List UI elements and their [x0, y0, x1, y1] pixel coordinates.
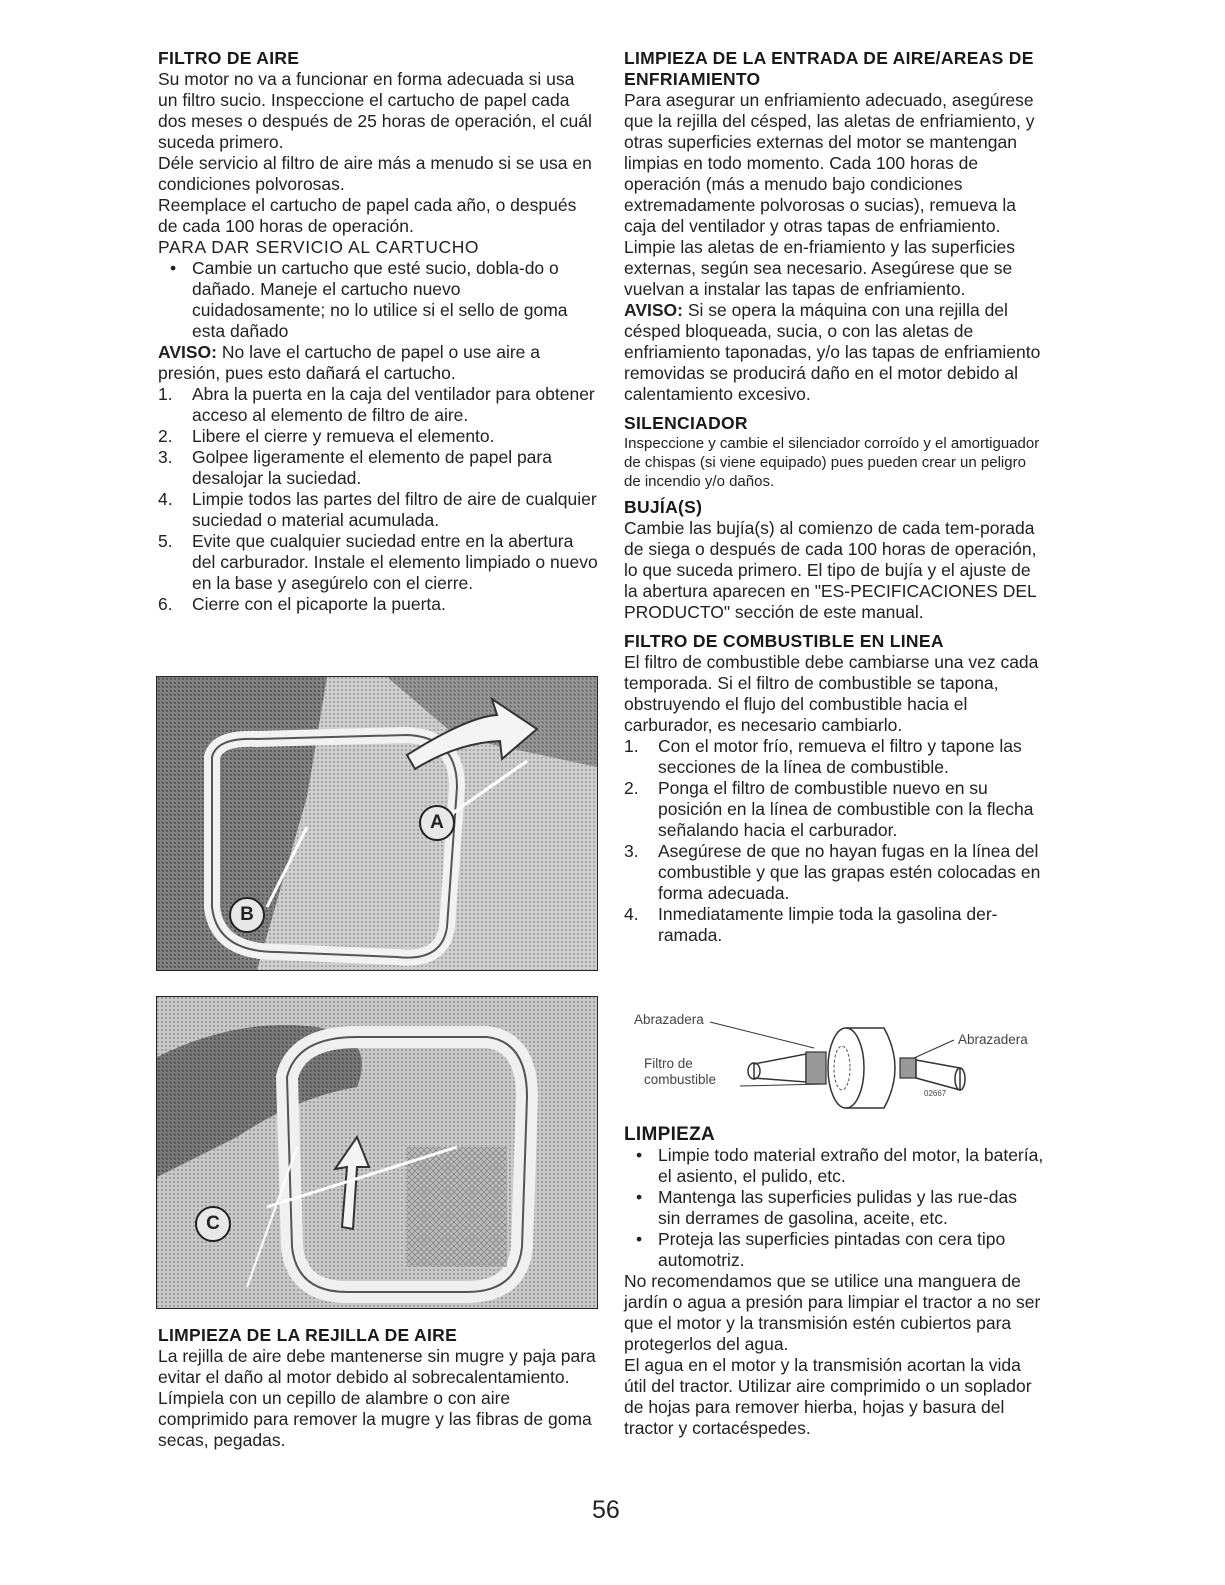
list-item: • Mantenga las superficies pulidas y las rue-das sin derrames de gasolina, aceite, etc.	[624, 1187, 1044, 1229]
step-text: Asegúrese de que no hayan fugas en la línea del combustible y que las grapas estén colocadas en forma adecuada.	[658, 841, 1041, 903]
filtro-combustible-text: El filtro de combustible debe cambiarse una vez cada temporada. Si el filtro de combustible se tapona, obstruyendo el flujo del combustible hacia el carburador, es necesario cambiarlo.	[624, 652, 1039, 735]
list-item	[158, 489, 598, 531]
callout-c-label: C	[206, 1213, 220, 1234]
aviso-text: No lave el cartucho de papel o use aire a presión, pues esto dañará el cartucho.	[158, 342, 540, 383]
limpieza-section	[624, 1124, 1044, 1439]
rejilla-section	[158, 1325, 598, 1451]
list-item: • Proteja las superficies pintadas con cera tipo automotriz.	[624, 1229, 1044, 1271]
step-text: Inmediatamente limpie toda la gasolina der-ramada.	[658, 904, 998, 945]
step-number: 4.	[624, 904, 639, 924]
step-text: Evite que cualquier suciedad entre en la abertura del carburador. Instale el elemento limpiado o nuevo en la base y asegúrelo con el cierre.	[192, 531, 598, 593]
diagram-code: 02667	[924, 1089, 947, 1098]
entrada-aire-text: Para asegurar un enfriamiento adecuado, asegúrese que la rejilla del césped, las aletas de enfriamiento, y otras superficies externas del motor se mantengan limpias en todo momento. Cada 100 horas de operación (más a menudo bajo condiciones extremadamente polvorosas o sucias), remueva la caja del ventilador y otras tapas de enfriamiento. Limpie las aletas de en-friamiento y las superficies externas, según sea necesario. Asegúrese que se vuelvan a instalar las tapas de enfriamiento.	[624, 90, 1035, 299]
list-item: • Limpie todo material extraño del motor, la batería, el asiento, el pulido, etc.	[624, 1145, 1044, 1187]
page-number: 56	[592, 1496, 620, 1524]
air-filter-photo	[156, 676, 598, 971]
list-item	[158, 447, 598, 489]
aviso-label: AVISO:	[624, 300, 683, 320]
clamp-label-left: Abrazadera	[634, 1012, 704, 1027]
fuel-filter-diagram	[624, 1012, 1044, 1112]
step-number: 3.	[624, 841, 639, 861]
cartucho-subheading: PARA DAR SERVICIO AL CARTUCHO	[158, 237, 480, 257]
aviso-text: Si se opera la máquina con una rejilla del césped bloqueada, sucia, o con las aletas de enfriamiento taponadas, y/o las tapas de enfriamiento removidas se producirá daño en el motor debido al calentamiento excesivo.	[624, 300, 1041, 404]
silenciador-text: Inspeccione y cambie el silenciador corroído y el amortiguador de chispas (si viene equipado) pues pueden crear un peligro de incendio y/o daños.	[624, 435, 1040, 490]
list-item	[624, 904, 1044, 946]
filtro-aire-p2: Déle servicio al filtro de aire más a menudo si se usa en condiciones polvorosas.	[158, 153, 592, 194]
callout-a	[419, 805, 455, 841]
filtro-aire-p3: Reemplace el cartucho de papel cada año, o después de cada 100 horas de operación.	[158, 195, 577, 236]
list-item	[624, 736, 1044, 778]
filtro-aire-p1: Su motor no va a funcionar en forma adecuada si usa un filtro sucio. Inspeccione el cartucho de papel cada dos meses o después de 25 horas de operación, el cuál suceda primero.	[158, 69, 592, 152]
step-text: Cierre con el picaporte la puerta.	[192, 594, 446, 614]
step-text: Con el motor frío, remueva el filtro y tapone las secciones de la línea de combustible.	[658, 736, 1022, 777]
step-number: 1.	[624, 736, 639, 756]
filtro-aire-title: FILTRO DE AIRE	[158, 48, 300, 68]
list-item	[158, 426, 598, 447]
step-number: 1.	[158, 384, 173, 404]
fuel-filter-label: Filtro de combustible	[644, 1056, 717, 1087]
filtro-aire-steps	[158, 384, 598, 615]
left-column	[158, 48, 598, 615]
step-text: Ponga el filtro de combustible nuevo en su posición en la línea de combustible con la flecha señalando hacia el carburador.	[658, 778, 1034, 840]
step-number: 5.	[158, 531, 173, 551]
limpieza-bullets	[624, 1145, 1044, 1271]
list-item	[158, 594, 598, 615]
entrada-aire-title: LIMPIEZA DE LA ENTRADA DE AIRE/AREAS DE ENFRIAMIENTO	[624, 48, 1034, 89]
filtro-aire-aviso	[158, 342, 598, 384]
callout-b	[229, 897, 265, 933]
limpieza-p1: No recomendamos que se utilice una manguera de jardín o agua a presión para limpiar el tractor a no ser que el motor y la transmisión estén cubiertos para protegerlos del agua.	[624, 1271, 1041, 1354]
filtro-combustible-steps	[624, 736, 1044, 946]
clamp-label-right: Abrazadera	[958, 1032, 1028, 1047]
cartucho-bullet: • Cambie un cartucho que esté sucio, dobla-do o dañado. Maneje el cartucho nuevo cuidadosamente; no lo utilice si el sello de goma esta dañado	[158, 258, 598, 342]
step-text: Abra la puerta en la caja del ventilador para obtener acceso al elemento de filtro de aire.	[192, 384, 595, 425]
entrada-aire-aviso	[624, 300, 1044, 405]
limpieza-title: LIMPIEZA	[624, 1124, 716, 1145]
callout-c	[195, 1206, 231, 1242]
list-item	[624, 778, 1044, 841]
list-item	[158, 531, 598, 594]
list-item	[158, 384, 598, 426]
step-number: 6.	[158, 594, 173, 614]
rejilla-title: LIMPIEZA DE LA REJILLA DE AIRE	[158, 1325, 458, 1345]
limpieza-p2: El agua en el motor y la transmisión acortan la vida útil del tractor. Utilizar aire comprimido o un soplador de hojas para remover hierba, hojas y basura del tractor y cortacéspedes.	[624, 1355, 1032, 1438]
air-filter-latch-photo	[156, 996, 598, 1309]
callout-b-label: B	[240, 904, 254, 925]
rejilla-text: La rejilla de aire debe mantenerse sin mugre y paja para evitar el daño al motor debido al sobrecalentamiento. Límpiela con un cepillo de alambre o con aire comprimido para remover la mugre y las fibras de goma secas, pegadas.	[158, 1346, 596, 1450]
filtro-combustible-title: FILTRO DE COMBUSTIBLE EN LINEA	[624, 631, 944, 651]
bujias-text: Cambie las bujía(s) al comienzo de cada tem-porada de siega o después de cada 100 horas de operación, lo que suceda primero. El tipo de bujía y el ajuste de la abertura aparecen en "ES-PECIFICACIONES DEL PRODUCTO" sección de este manual.	[624, 518, 1037, 622]
aviso-label: AVISO:	[158, 342, 217, 362]
list-item	[624, 841, 1044, 904]
step-text: Limpie todos las partes del filtro de aire de cualquier suciedad o material acumulada.	[192, 489, 597, 530]
cartucho-bullet-list	[158, 258, 598, 342]
step-number: 3.	[158, 447, 173, 467]
step-text: Libere el cierre y remueva el elemento.	[192, 426, 495, 446]
step-number: 2.	[624, 778, 639, 798]
step-number: 4.	[158, 489, 173, 509]
bujias-title: BUJÍA(S)	[624, 497, 703, 517]
right-column	[624, 48, 1044, 946]
step-text: Golpee ligeramente el elemento de papel para desalojar la suciedad.	[192, 447, 552, 488]
silenciador-title: SILENCIADOR	[624, 413, 748, 433]
step-number: 2.	[158, 426, 173, 446]
callout-a-label: A	[430, 812, 444, 833]
